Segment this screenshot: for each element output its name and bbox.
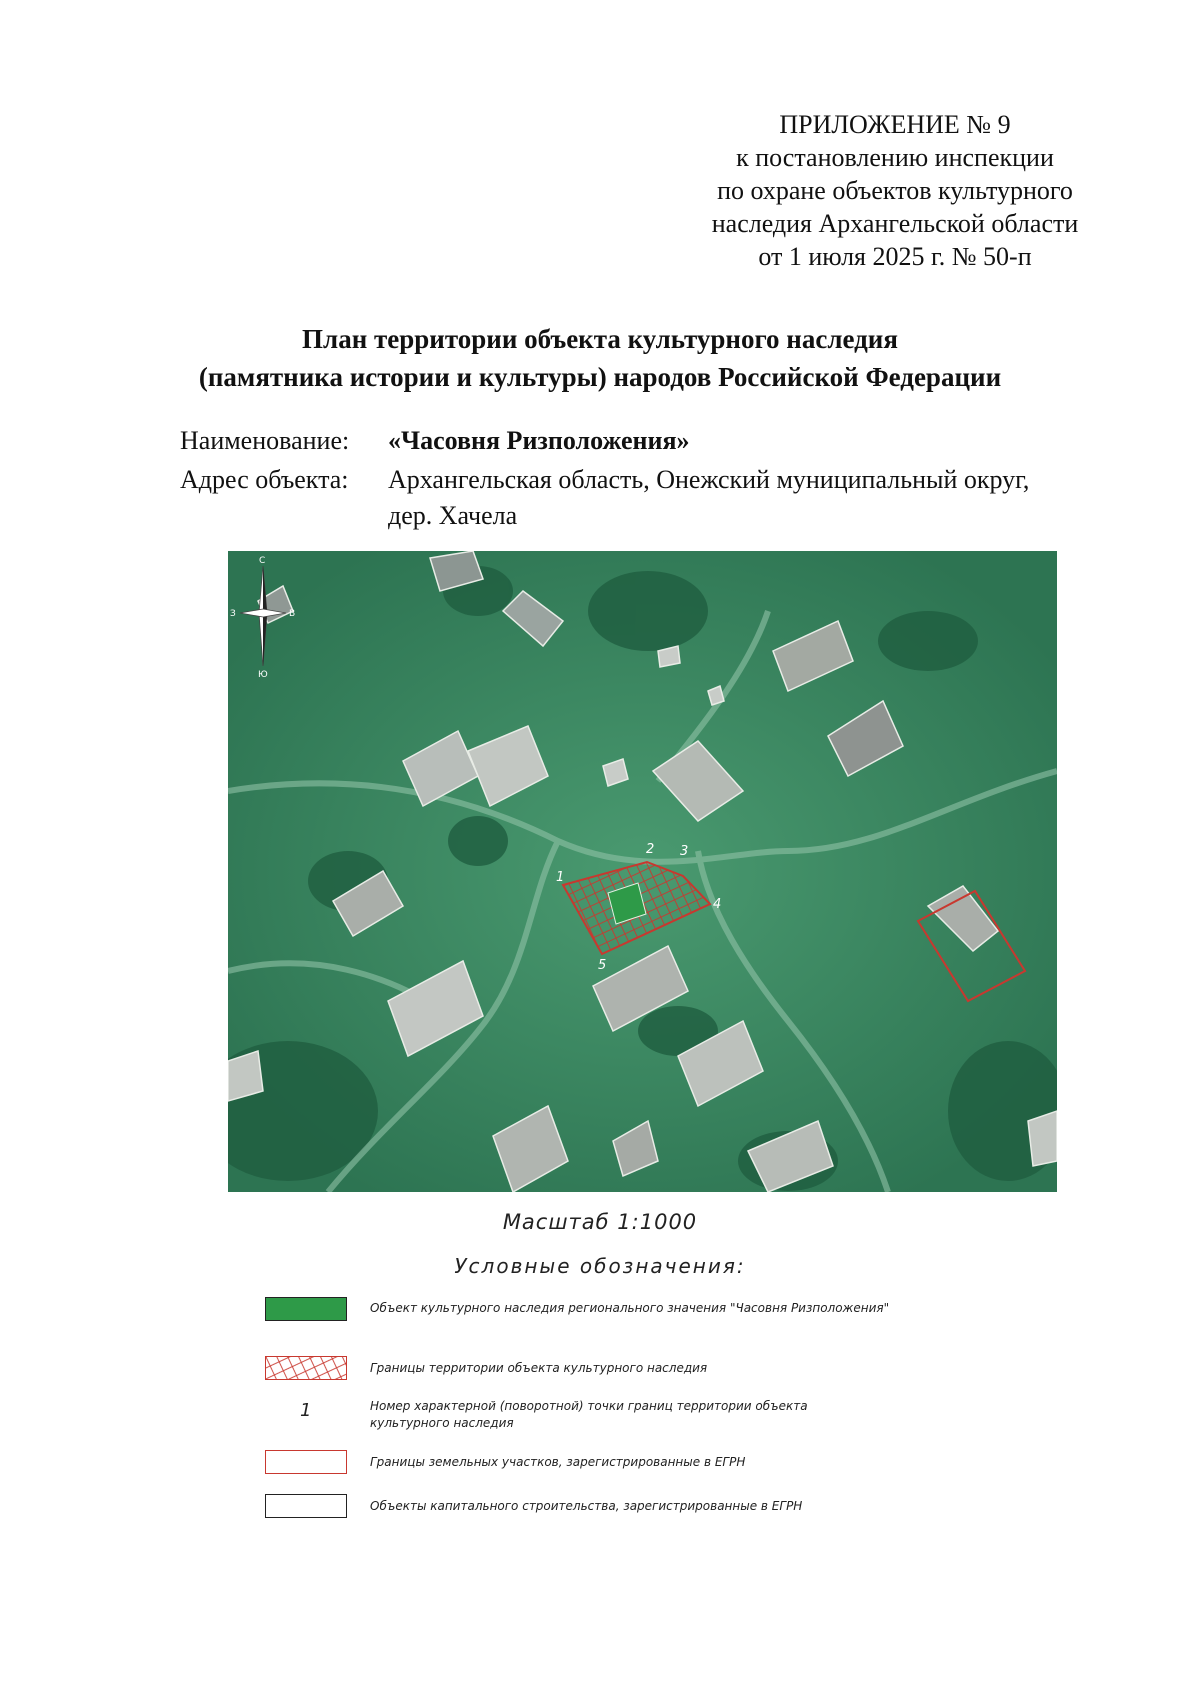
legend-title: Условные обозначения: bbox=[454, 1254, 746, 1278]
legend-point-marker: 1 bbox=[300, 1400, 312, 1421]
legend-swatch-object bbox=[265, 1297, 347, 1321]
point-label-5: 5 bbox=[598, 958, 607, 973]
object-address-value bbox=[388, 462, 1048, 534]
object-name-value: «Часовня Ризположения» bbox=[388, 426, 690, 455]
point-label-2: 2 bbox=[646, 842, 655, 857]
address-line: дер. Хачела bbox=[388, 501, 518, 530]
map-scale: Масштаб 1:1000 bbox=[502, 1210, 698, 1234]
point-label-1: 1 bbox=[556, 870, 565, 885]
compass-south: Ю bbox=[258, 670, 268, 680]
compass-east: В bbox=[289, 609, 296, 619]
point-label-3: 3 bbox=[680, 844, 689, 859]
legend-swatch-territory bbox=[265, 1356, 347, 1380]
legend-swatch-capital bbox=[265, 1494, 347, 1518]
satellite-map bbox=[228, 551, 1057, 1192]
legend-text: Объекты капитального строительства, зарегистрированные в ЕГРН bbox=[370, 1499, 803, 1513]
legend-text: Номер характерной (поворотной) точки границ территории объекта культурного наследия bbox=[370, 1399, 808, 1430]
legend-text: Границы территории объекта культурного наследия bbox=[370, 1361, 708, 1375]
hatch-swatch-svg bbox=[266, 1357, 347, 1380]
title-line: (памятника истории и культуры) народов Российской Федерации bbox=[198, 362, 1002, 392]
appendix-line: по охране объектов культурного bbox=[717, 176, 1073, 205]
legend-swatch-land-plot bbox=[265, 1450, 347, 1474]
address-line: Архангельская область, Онежский муниципальный округ, bbox=[388, 465, 1030, 494]
document-title bbox=[0, 320, 1200, 396]
appendix-line: к постановлению инспекции bbox=[736, 143, 1054, 172]
legend-text: Объект культурного наследия регионального значения "Часовня Ризположения" bbox=[370, 1301, 890, 1315]
point-label-4: 4 bbox=[713, 897, 722, 912]
legend-text: Границы земельных участков, зарегистрированные в ЕГРН bbox=[370, 1455, 746, 1469]
appendix-number: ПРИЛОЖЕНИЕ № 9 bbox=[779, 110, 1011, 139]
object-address-label: Адрес объекта: bbox=[180, 465, 349, 494]
map-svg bbox=[228, 551, 1057, 1192]
title-line: План территории объекта культурного наследия bbox=[302, 324, 898, 354]
appendix-line: наследия Архангельской области bbox=[711, 209, 1079, 238]
object-name-label: Наименование: bbox=[180, 426, 350, 455]
appendix-date: от 1 июля 2025 г. № 50-п bbox=[758, 242, 1032, 271]
compass-north: С bbox=[259, 556, 266, 566]
appendix-header bbox=[685, 108, 1105, 273]
compass-west: З bbox=[230, 609, 236, 619]
